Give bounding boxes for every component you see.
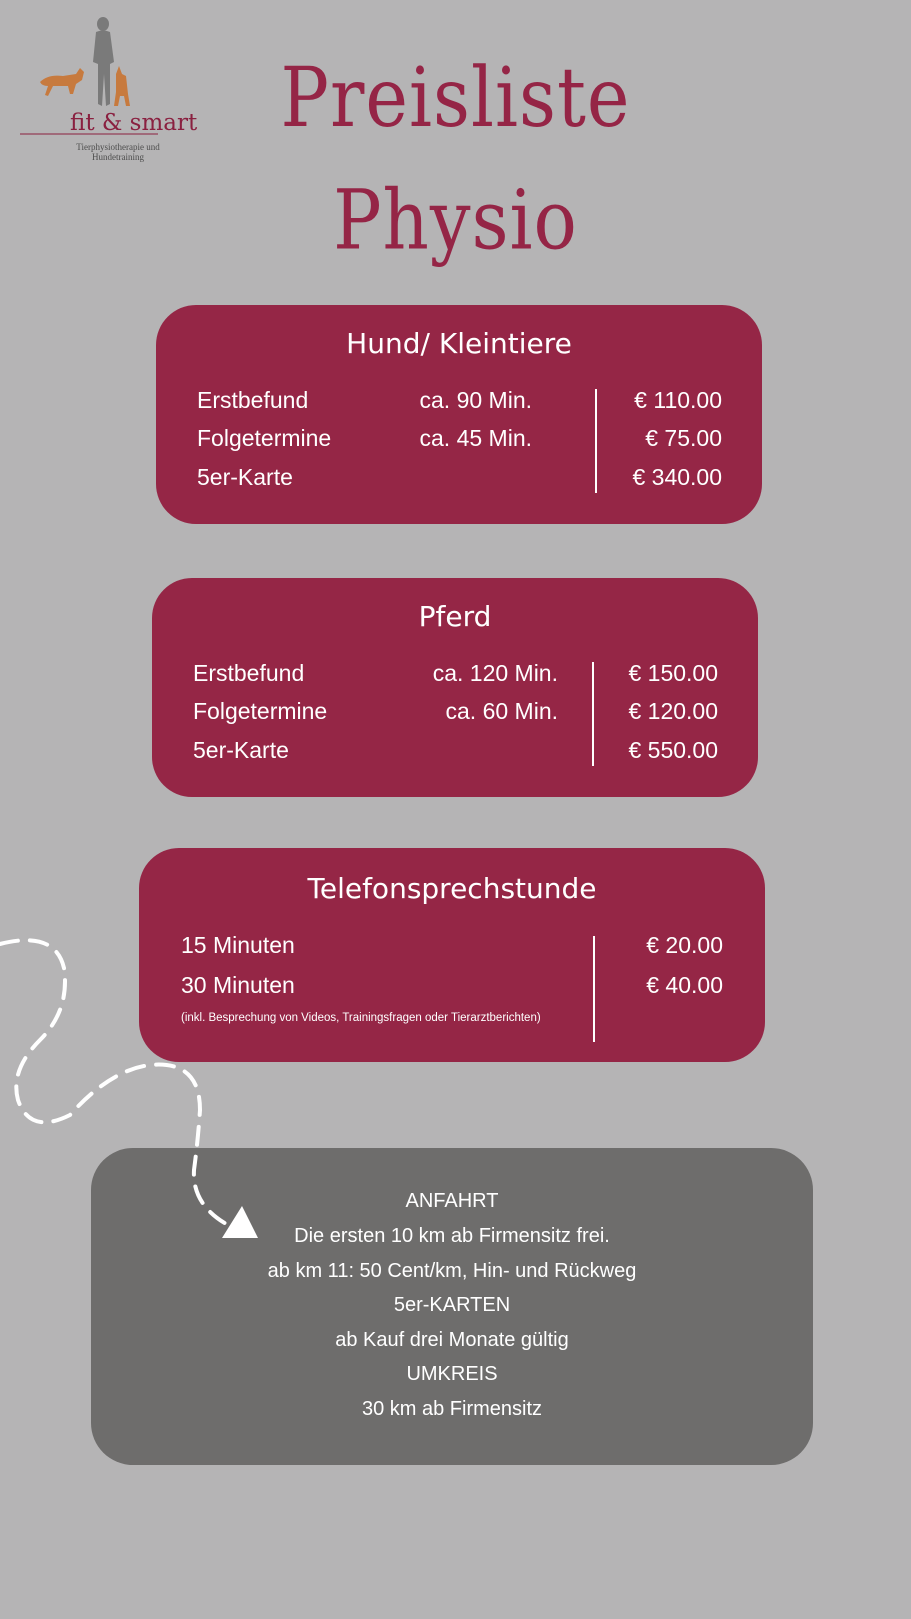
card-title: Hund/ Kleintiere <box>346 327 572 360</box>
info-heading-karten: 5er-KARTEN <box>393 1294 511 1316</box>
row-price: € 20.00 <box>646 932 723 958</box>
row-price: € 40.00 <box>646 972 723 998</box>
row-duration: ca. 45 Min. <box>419 425 532 451</box>
row-name: Erstbefund <box>193 660 305 686</box>
note-text: (inkl. Besprechung von Videos, Trainingsfragen oder Tierarztberichten) <box>181 1012 541 1024</box>
row-name: Folgetermine <box>193 698 328 724</box>
page-title-line-2: Physio <box>333 171 578 269</box>
row-duration: ca. 90 Min. <box>419 387 532 413</box>
card-title: Telefonsprechstunde <box>307 872 597 905</box>
row-name: 5er-Karte <box>193 737 289 763</box>
info-heading-umkreis: UMKREIS <box>406 1363 498 1385</box>
row-duration: ca. 60 Min. <box>445 698 558 724</box>
info-heading-anfahrt: ANFAHRT <box>405 1190 499 1212</box>
page-title-line-1: Preisliste <box>280 48 631 146</box>
row-price: € 120.00 <box>628 698 718 724</box>
card-title: Pferd <box>418 600 492 633</box>
row-price: € 340.00 <box>632 464 722 490</box>
row-price: € 75.00 <box>645 425 722 451</box>
info-line: ab Kauf drei Monate gültig <box>335 1329 569 1351</box>
row-duration: ca. 120 Min. <box>432 660 558 686</box>
dashed-path <box>0 940 228 1225</box>
info-line: Die ersten 10 km ab Firmensitz frei. <box>294 1225 610 1247</box>
row-name: Folgetermine <box>197 425 332 451</box>
row-price: € 150.00 <box>628 660 718 686</box>
logo-subtitle: Tierphysiotherapie und Hundetraining <box>76 142 160 162</box>
logo-brand: fit & smart <box>70 110 198 136</box>
row-name: 5er-Karte <box>197 464 293 490</box>
info-line: ab km 11: 50 Cent/km, Hin- und Rückweg <box>267 1260 637 1282</box>
row-price: € 110.00 <box>634 387 722 413</box>
info-line: 30 km ab Firmensitz <box>361 1398 543 1420</box>
row-name: Erstbefund <box>197 387 309 413</box>
row-name: 30 Minuten <box>181 972 295 998</box>
arrow-head-icon <box>222 1206 258 1238</box>
row-price: € 550.00 <box>628 737 718 763</box>
row-name: 15 Minuten <box>181 932 295 958</box>
